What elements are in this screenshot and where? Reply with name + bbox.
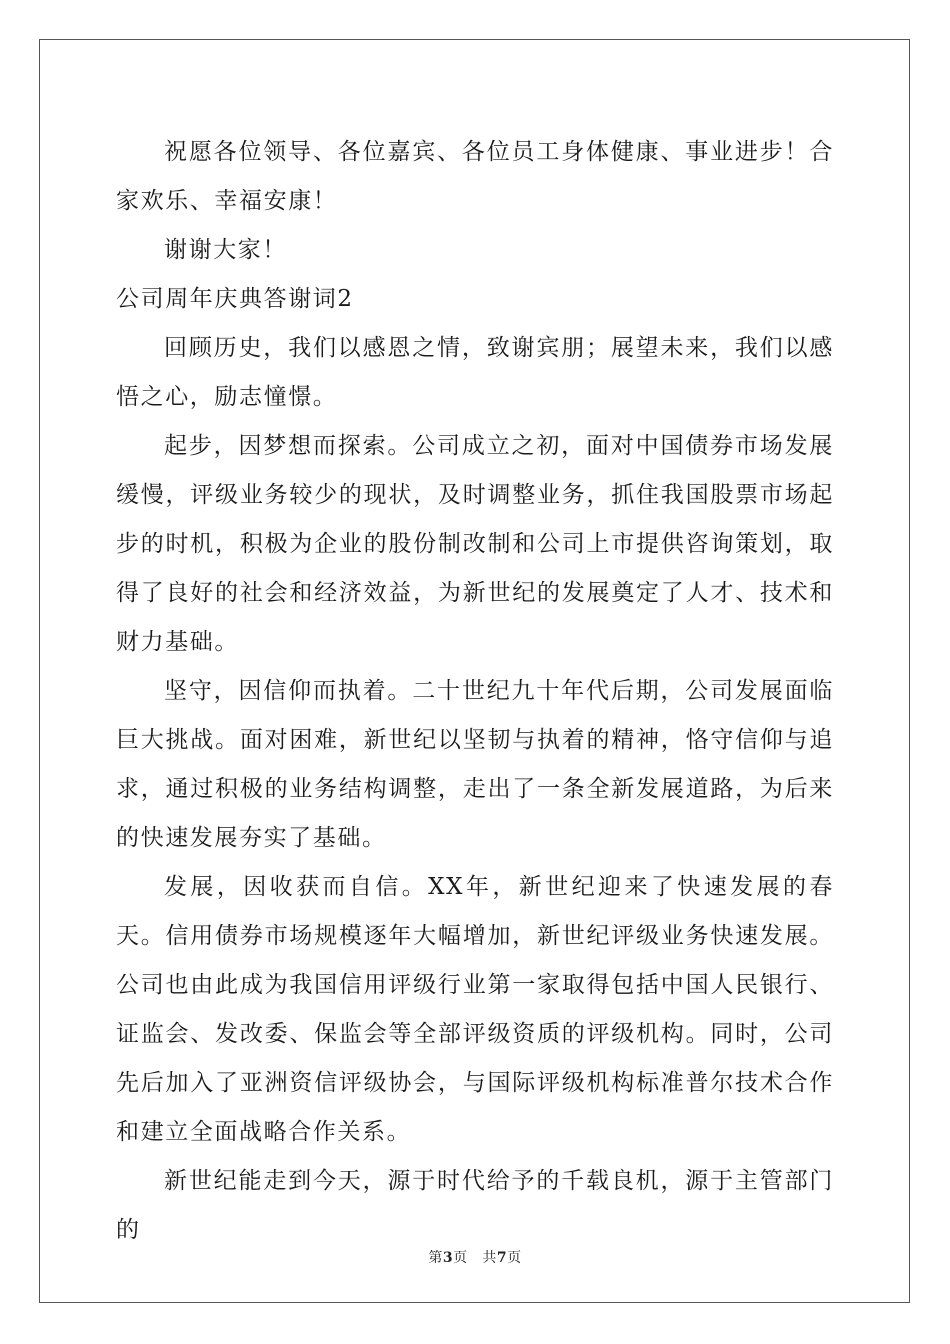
paragraph: 谢谢大家！ (164, 237, 287, 263)
paragraph: 新世纪能走到今天，源于时代给予的千载良机，源于主管部门的 (116, 1168, 834, 1243)
section-title: 公司周年庆典答谢词2 (116, 286, 354, 312)
total-pages-number: 7 (496, 1250, 508, 1266)
paragraph: 起步，因梦想而探索。公司成立之初，面对中国债券市场发展缓慢，评级业务较少的现状，及时调整业务，抓住我国股票市场起步的时机，积极为企业的股份制改制和公司上市提供咨询策划，取得了良好的社会和经济效益，为新世纪的发展奠定了人才、技术和财力基础。 (116, 433, 834, 655)
footer-prefix: 第 (428, 1250, 443, 1266)
paragraph: 坚守，因信仰而执着。二十世纪九十年代后期，公司发展面临巨大挑战。面对困难，新世纪以坚韧与执着的精神，恪守信仰与追求，通过积极的业务结构调整，走出了一条全新发展道路，为后来的快速发展夯实了基础。 (116, 678, 834, 851)
paragraph: 祝愿各位领导、各位嘉宾、各位员工身体健康、事业进步！合家欢乐、幸福安康！ (116, 139, 834, 214)
paragraph: 回顾历史，我们以感恩之情，致谢宾朋；展望未来，我们以感悟之心，励志憧憬。 (116, 335, 834, 410)
paragraph: 发展，因收获而自信。XX年，新世纪迎来了快速发展的春天。信用债券市场规模逐年大幅增加，新世纪评级业务快速发展。公司也由此成为我国信用评级行业第一家取得包括中国人民银行、证监会、发改委、保监会等全部评级资质的评级机构。同时，公司先后加入了亚洲资信评级协会，与国际评级机构标准普尔技术合作和建立全面战略合作关系。 (116, 874, 834, 1145)
page-footer (0, 1247, 950, 1267)
footer-total-prefix: 共 (482, 1250, 497, 1266)
document-body (116, 128, 834, 1255)
footer-page-suffix: 页 (453, 1250, 468, 1266)
current-page-number: 3 (442, 1250, 454, 1266)
footer-total-suffix: 页 (507, 1250, 522, 1266)
